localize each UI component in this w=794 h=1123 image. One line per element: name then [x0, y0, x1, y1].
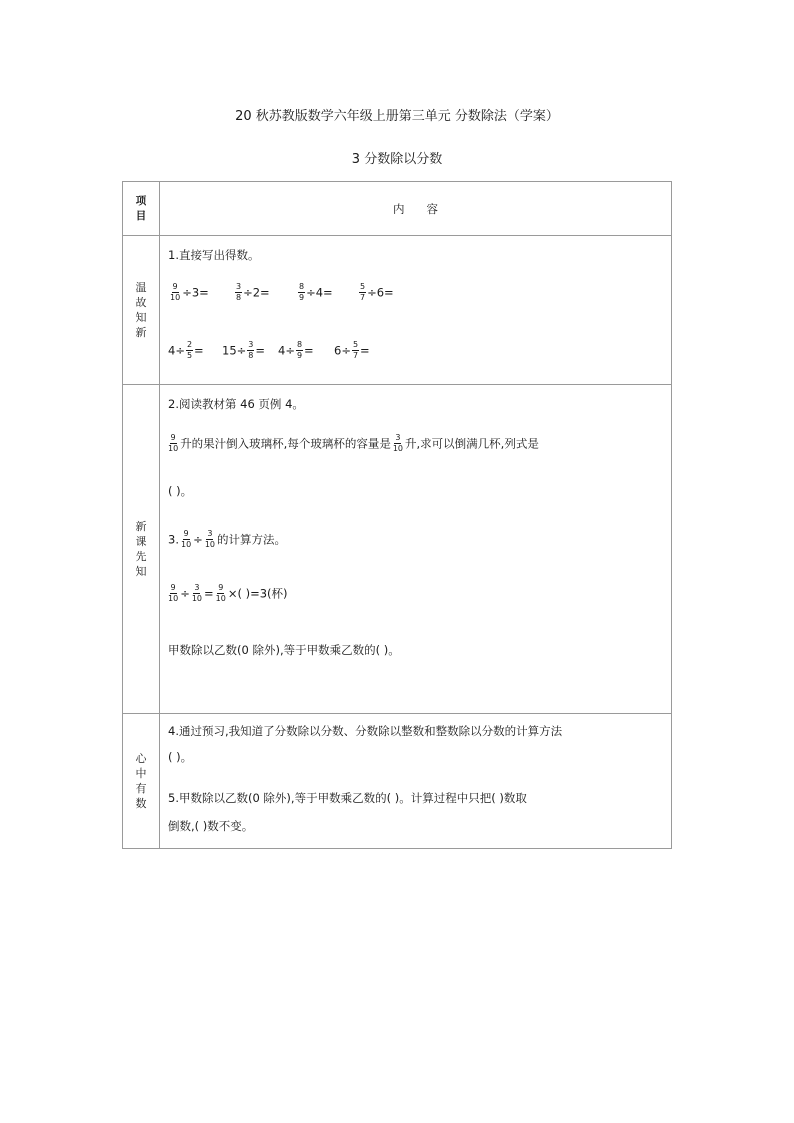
question-2: 2.阅读教材第 46 页例 4。: [168, 397, 304, 411]
content-header-label: 内容: [393, 201, 460, 216]
preview-section-label-cell: [123, 385, 160, 714]
exercise-1g: 4÷ $\frac{8}{9}$ =: [278, 340, 314, 360]
division-rule: 甲数除以乙数(0 除外),等于甲数乘乙数的( )。: [168, 643, 400, 657]
question-2-statement: $\frac{9}{10}$ 升的果汁倒入玻璃杯,每个玻璃杯的容量是 $\frac{3}{10}$ 升,求可以倒满几杯,列式是: [168, 433, 539, 453]
lesson-table: [122, 181, 672, 849]
fraction: $\frac{9}{10}$: [215, 583, 226, 603]
summary-section-row: [123, 714, 672, 849]
fraction: $\frac{3}{10}$: [191, 583, 203, 603]
item-header-label: 项目: [135, 194, 147, 222]
fraction: $\frac{9}{10}$: [168, 583, 179, 603]
question-2-answer-blank: ( )。: [168, 484, 193, 498]
question-4-answer-blank: ( )。: [168, 750, 193, 764]
fraction: $\frac{9}{10}$: [180, 529, 192, 549]
fraction: $\frac{8}{9}$: [296, 340, 303, 360]
review-section-row: [123, 236, 672, 385]
fraction: $\frac{3}{8}$: [236, 282, 242, 302]
fraction: $\frac{8}{9}$: [299, 282, 305, 302]
fraction: $\frac{9}{10}$: [170, 282, 181, 302]
exercise-1h: 6÷ $\frac{5}{7}$ =: [334, 340, 370, 360]
item-column-header: [123, 182, 160, 236]
fraction: $\frac{5}{7}$: [360, 282, 366, 302]
review-section-content: [160, 236, 672, 385]
exercise-1f: 15÷ $\frac{3}{8}$ =: [222, 340, 266, 360]
review-section-label-cell: [123, 236, 160, 385]
fraction: $\frac{9}{10}$: [168, 433, 179, 453]
question-5-line-1: 5.甲数除以乙数(0 除外),等于甲数乘乙数的( )。计算过程中只把( )数取: [168, 791, 527, 805]
exercise-1c: $\frac{8}{9}$ ÷4=: [299, 282, 333, 302]
content-column-header: [160, 182, 672, 236]
exercise-1e: 4÷ $\frac{2}{5}$ =: [168, 340, 204, 360]
question-1: 1.直接写出得数。: [168, 248, 260, 262]
preview-section-content: [160, 385, 672, 714]
fraction: $\frac{3}{8}$: [248, 340, 254, 360]
lesson-subtitle: 3 分数除以分数: [351, 152, 443, 167]
summary-section-label: 心中有数: [135, 752, 147, 810]
table-header-row: [123, 182, 672, 236]
exercise-1b: $\frac{3}{8}$ ÷2=: [236, 282, 270, 302]
fraction: $\frac{3}{10}$: [392, 433, 404, 453]
question-5-line-2: 倒数,( )数不变。: [168, 819, 254, 833]
fraction: $\frac{3}{10}$: [204, 529, 215, 549]
summary-section-content: [160, 714, 672, 849]
summary-section-label-cell: [123, 714, 160, 849]
question-3: 3. $\frac{9}{10}$ ÷ $\frac{3}{10}$ 的计算方法。: [168, 529, 286, 549]
preview-section-row: [123, 385, 672, 714]
fraction: $\frac{2}{5}$: [186, 340, 193, 360]
exercise-1a: $\frac{9}{10}$ ÷3=: [170, 282, 209, 302]
fraction: $\frac{5}{7}$: [352, 340, 359, 360]
calculation-line: $\frac{9}{10}$ ÷ $\frac{3}{10}$ = $\frac{9}{10}$ ×( )=3(杯): [168, 583, 288, 603]
question-4: 4.通过预习,我知道了分数除以分数、分数除以整数和整数除以分数的计算方法: [168, 724, 563, 738]
document-title: 20 秋苏教版数学六年级上册第三单元 分数除法（学案）: [235, 109, 559, 124]
exercise-1d: $\frac{5}{7}$ ÷6=: [360, 282, 394, 302]
preview-section-label: 新课先知: [135, 520, 147, 578]
review-section-label: 温故知新: [135, 281, 147, 339]
